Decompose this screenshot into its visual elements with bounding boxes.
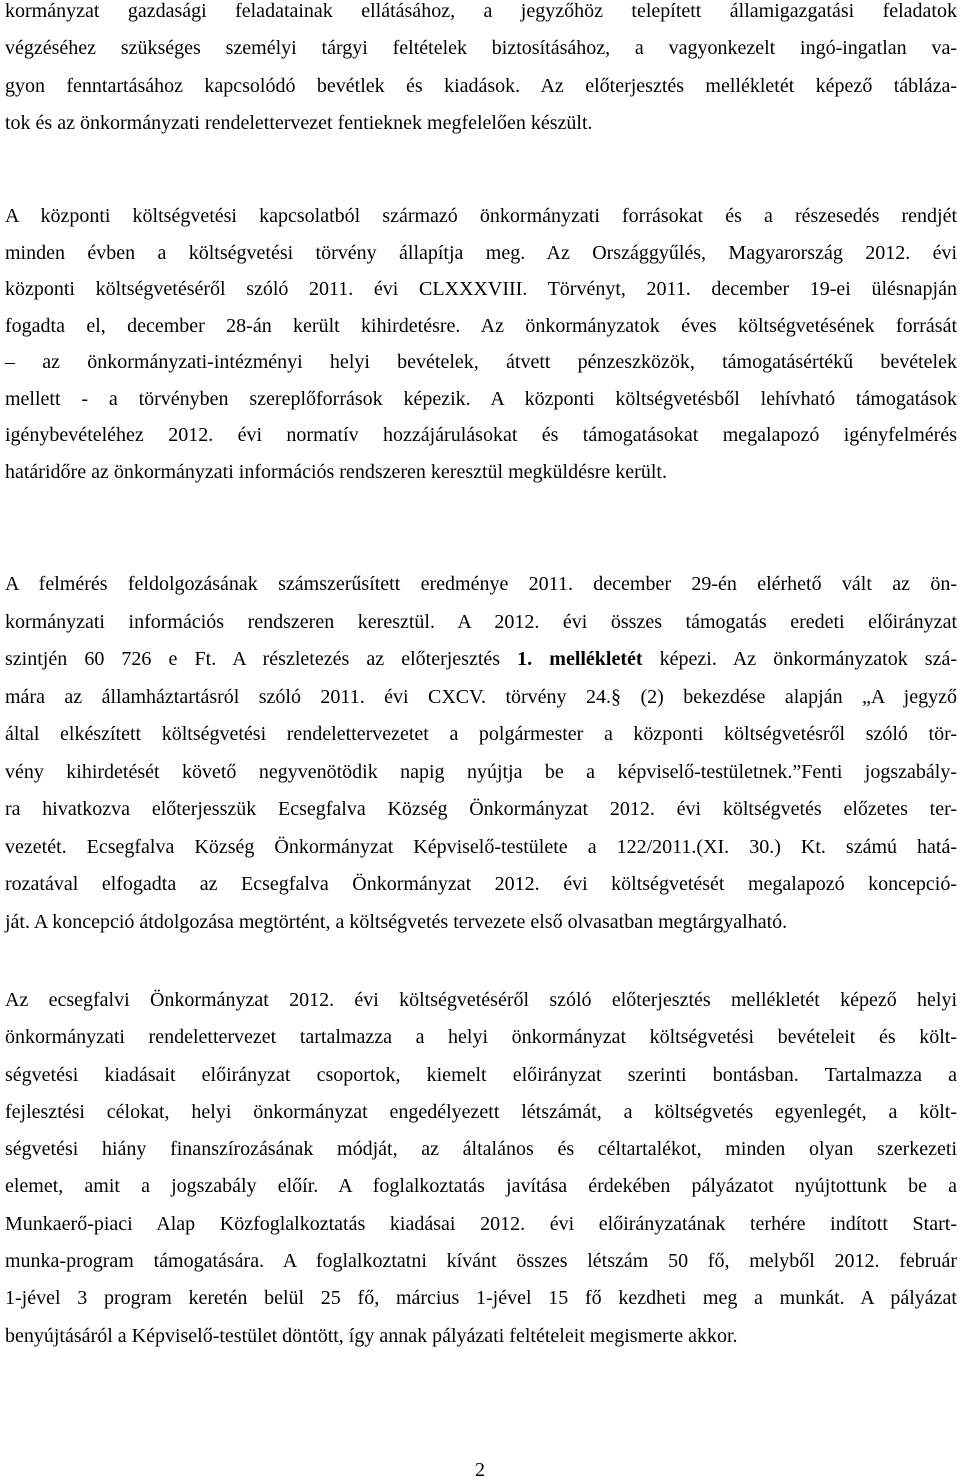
text-line: ségvetési kiadásait előirányzat csoportok, kiemelt előirányzat szerinti bontásban. Tartalmazza a <box>5 1063 957 1086</box>
text-line: rozatával elfogadta az Ecsegfalva Önkormányzat 2012. évi költségvetését megalapozó koncepció- <box>5 873 957 895</box>
text-line: mára az államháztartásról szóló 2011. évi CXCV. törvény 24.§ (2) bekezdése alapján „A jegyző <box>5 685 957 708</box>
paragraph-4 <box>5 982 957 1355</box>
text-line: kormányzati információs rendszeren keresztül. A 2012. évi összes támogatás eredeti előirányzat <box>5 610 957 633</box>
text-line: ját. A koncepció átdolgozása megtörtént, a költségvetés tervezete első olvasatban megtárgyalható. <box>5 910 788 933</box>
text-line: benyújtásáról a Képviselő-testület döntött, így annak pályázati feltételeit megismerte akkor. <box>5 1324 738 1347</box>
text-line: határidőre az önkormányzati információs rendszeren keresztül megküldésre került. <box>5 460 667 483</box>
text-line: fogadta el, december 28-án került kihirdetésre. Az önkormányzatok éves költségvetésének forrását <box>5 314 957 337</box>
text-line: mellett - a törvényben szereplőforrások képezik. A központi költségvetésből lehívható támogatások <box>5 387 957 410</box>
text-line: által elkészített költségvetési rendelettervezetet a polgármester a központi költségvetésről szóló tör- <box>5 723 957 745</box>
text-line: ra hivatkozva előterjesszük Ecsegfalva Község Önkormányzat 2012. évi költségvetés előzetes ter- <box>5 798 957 820</box>
text-line: Munkaerő-piaci Alap Közfoglalkoztatás kiadásai 2012. évi előirányzatának terhére indított Start- <box>5 1212 957 1235</box>
text-line: minden évben a költségvetési törvény állapítja meg. Az Országgyűlés, Magyarország 2012. évi <box>5 241 957 264</box>
text-line <box>5 641 957 679</box>
text-line: elemet, amit a jogszabály előír. A foglalkoztatás javítása érdekében pályázatot nyújtottunk be a <box>5 1175 957 1198</box>
paragraph-2 <box>5 198 957 490</box>
paragraph-1 <box>5 0 957 142</box>
paragraph-3 <box>5 566 957 941</box>
text-segment: képezi. Az önkormányzatok szá- <box>642 648 957 670</box>
text-line: Az ecsegfalvi Önkormányzat 2012. évi költségvetéséről szóló előterjesztés mellékletét képező helyi <box>5 989 957 1011</box>
text-line: kormányzat gazdasági feladatainak ellátásához, a jegyzőhöz telepített államigazgatási feladatok <box>5 0 957 22</box>
text-line: végzéséhez szükséges személyi tárgyi feltételek biztosításához, a vagyonkezelt ingó-ingatlan va- <box>5 37 957 60</box>
text-line: ségvetési hiány finanszírozásának módját, az általános és céltartalékot, minden olyan szerkezeti <box>5 1138 957 1161</box>
text-line: központi költségvetéséről szóló 2011. évi CLXXXVIII. Törvényt, 2011. december 19-ei ülésnapján <box>5 278 957 300</box>
text-line: 1-jével 3 program keretén belül 25 fő, március 1-jével 15 fő kezdheti meg a munkát. A pályázat <box>5 1287 957 1310</box>
text-segment: szintjén 60 726 e Ft. A részletezés az előterjesztés <box>5 648 518 670</box>
text-line: A felmérés feldolgozásának számszerűsített eredménye 2011. december 29-én elérhető vált az ön- <box>5 573 957 595</box>
text-line: munka-program támogatására. A foglalkoztatni kívánt összes létszám 50 fő, melyből 2012. február <box>5 1250 957 1273</box>
page-number: 2 <box>475 1459 485 1481</box>
text-line: igénybevételéhez 2012. évi normatív hozzájárulásokat és támogatásokat megalapozó igényfelmérés <box>5 424 957 446</box>
text-line: fejlesztési célokat, helyi önkormányzat engedélyezett létszámát, a költségvetés egyenlegét, a költ- <box>5 1100 957 1123</box>
text-line: gyon fenntartásához kapcsolódó bevétlek és kiadások. Az előterjesztés mellékletét képező tábláza- <box>5 74 957 97</box>
text-line: – az önkormányzati-intézményi helyi bevételek, átvett pénzeszközök, támogatásértékű bevételek <box>5 351 957 373</box>
text-line: önkormányzati rendelettervezet tartalmazza a helyi önkormányzat költségvetési bevételeit és költ- <box>5 1026 957 1049</box>
text-line: A központi költségvetési kapcsolatból származó önkormányzati forrásokat és a részesedés rendjét <box>5 205 957 227</box>
text-line: vezetét. Ecsegfalva Község Önkormányzat Képviselő-testülete a 122/2011.(XI. 30.) Kt. számú hatá- <box>5 835 957 858</box>
text-line: tok és az önkormányzati rendelettervezet fentieknek megfelelően készült. <box>5 111 593 134</box>
bold-annex-reference: 1. mellékletét <box>517 648 643 670</box>
text-line: vény kihirdetését követő negyvenötödik napig nyújtja be a képviselő-testületnek.”Fenti jogszabály- <box>5 760 957 783</box>
